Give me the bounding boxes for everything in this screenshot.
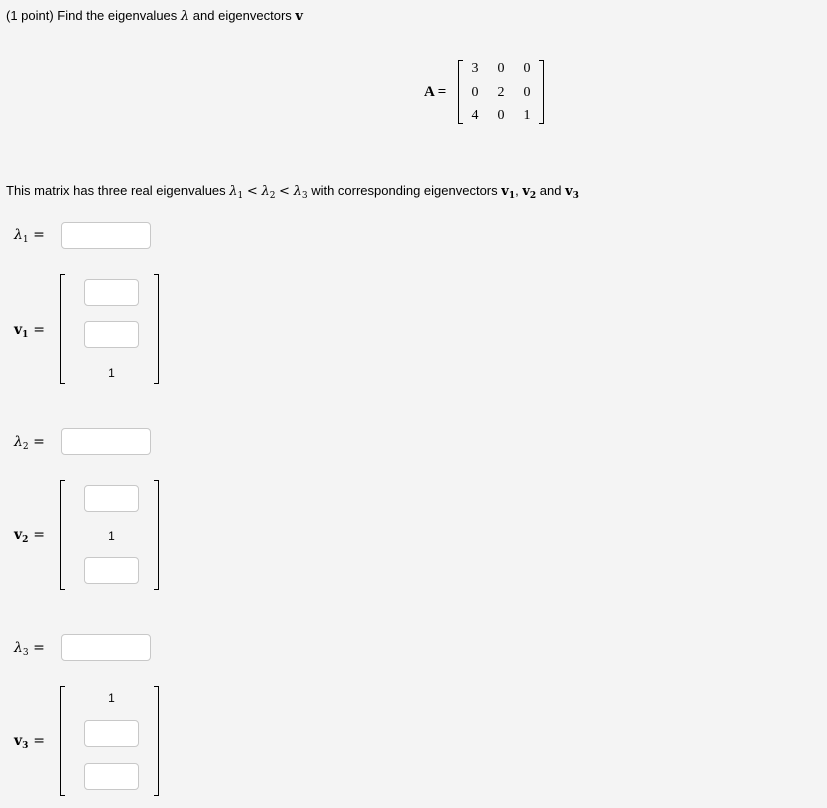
v1-component-2-input[interactable]	[84, 321, 139, 348]
sentence-with: with corresponding eigenvectors	[311, 183, 498, 198]
less-than: <	[279, 184, 290, 199]
matrix-cell: 4	[471, 108, 479, 123]
equals: =	[33, 322, 46, 338]
v2-left-bracket	[60, 480, 65, 590]
lambda-2-label	[14, 434, 45, 450]
subscript: 1	[22, 330, 29, 340]
matrix-cell: 0	[471, 85, 479, 100]
matrix-label: A =	[424, 84, 447, 100]
v1-right-bracket	[154, 274, 159, 384]
subscript: 3	[22, 648, 29, 658]
subscript: 1	[237, 191, 244, 201]
lambda-symbol: λ	[14, 640, 23, 656]
lambda-1-symbol: λ	[229, 184, 238, 199]
matrix-cell: 0	[523, 61, 531, 76]
v2-component-1-input[interactable]	[84, 485, 139, 512]
v1-left-bracket	[60, 274, 65, 384]
v3-left-bracket	[60, 686, 65, 796]
less-than: <	[246, 184, 258, 199]
v-symbol: v	[295, 9, 303, 24]
matrix-cell: 1	[523, 108, 531, 123]
v1-component-3-fixed: 1	[108, 366, 115, 380]
v1-component-1-input[interactable]	[84, 279, 139, 306]
and-text: and	[539, 183, 562, 198]
comma: ,	[515, 183, 519, 198]
v3-right-bracket	[154, 686, 159, 796]
lambda-1-input[interactable]	[61, 222, 151, 249]
v-symbol: v	[14, 733, 23, 749]
v3-component-1-fixed: 1	[108, 691, 115, 705]
description-sentence	[6, 183, 579, 199]
lambda-3-symbol: λ	[293, 184, 302, 199]
v3-component-3-input[interactable]	[84, 763, 139, 790]
points-text: (1 point) Find the eigenvalues	[6, 8, 178, 23]
v3-component-2-input[interactable]	[84, 720, 139, 747]
lambda-3-input[interactable]	[61, 634, 151, 661]
subscript: 2	[269, 191, 276, 201]
v2-label	[14, 527, 45, 543]
matrix-left-bracket	[458, 60, 463, 124]
matrix-right-bracket	[539, 60, 544, 124]
lambda-2-input[interactable]	[61, 428, 151, 455]
subscript: 1	[22, 235, 29, 245]
subscript: 3	[572, 191, 579, 201]
subscript: 2	[22, 442, 29, 452]
matrix-cell: 0	[497, 61, 505, 76]
subscript: 3	[301, 191, 308, 201]
equals: =	[33, 527, 46, 543]
subscript: 1	[508, 191, 516, 201]
v1-symbol: v	[501, 184, 509, 199]
v-symbol: v	[14, 322, 23, 338]
v3-label	[14, 733, 45, 749]
subscript: 3	[22, 741, 29, 751]
matrix-cell: 3	[471, 61, 479, 76]
and-eigenvectors-text: and eigenvectors	[192, 8, 292, 23]
equals: =	[33, 434, 45, 450]
matrix-cell: 0	[523, 85, 531, 100]
lambda-1-label	[14, 227, 45, 243]
subscript: 2	[22, 535, 29, 545]
v2-component-2-fixed: 1	[108, 529, 115, 543]
v3-symbol: v	[565, 184, 573, 199]
matrix-cell: 0	[497, 108, 505, 123]
v2-right-bracket	[154, 480, 159, 590]
subscript: 2	[529, 191, 537, 201]
lambda-symbol: λ	[14, 227, 23, 243]
matrix-cell: 2	[497, 85, 505, 100]
lambda-symbol: λ	[14, 434, 23, 450]
v1-label	[14, 322, 45, 338]
problem-header	[6, 8, 303, 24]
sentence-prefix: This matrix has three real eigenvalues	[6, 183, 226, 198]
v2-component-3-input[interactable]	[84, 557, 139, 584]
equals: =	[33, 733, 46, 749]
lambda-2-symbol: λ	[261, 184, 270, 199]
v2-symbol: v	[522, 184, 530, 199]
equals: =	[33, 227, 45, 243]
v-symbol: v	[14, 527, 23, 543]
lambda-3-label	[14, 640, 45, 656]
equals: =	[33, 640, 45, 656]
lambda-symbol: λ	[180, 9, 190, 24]
